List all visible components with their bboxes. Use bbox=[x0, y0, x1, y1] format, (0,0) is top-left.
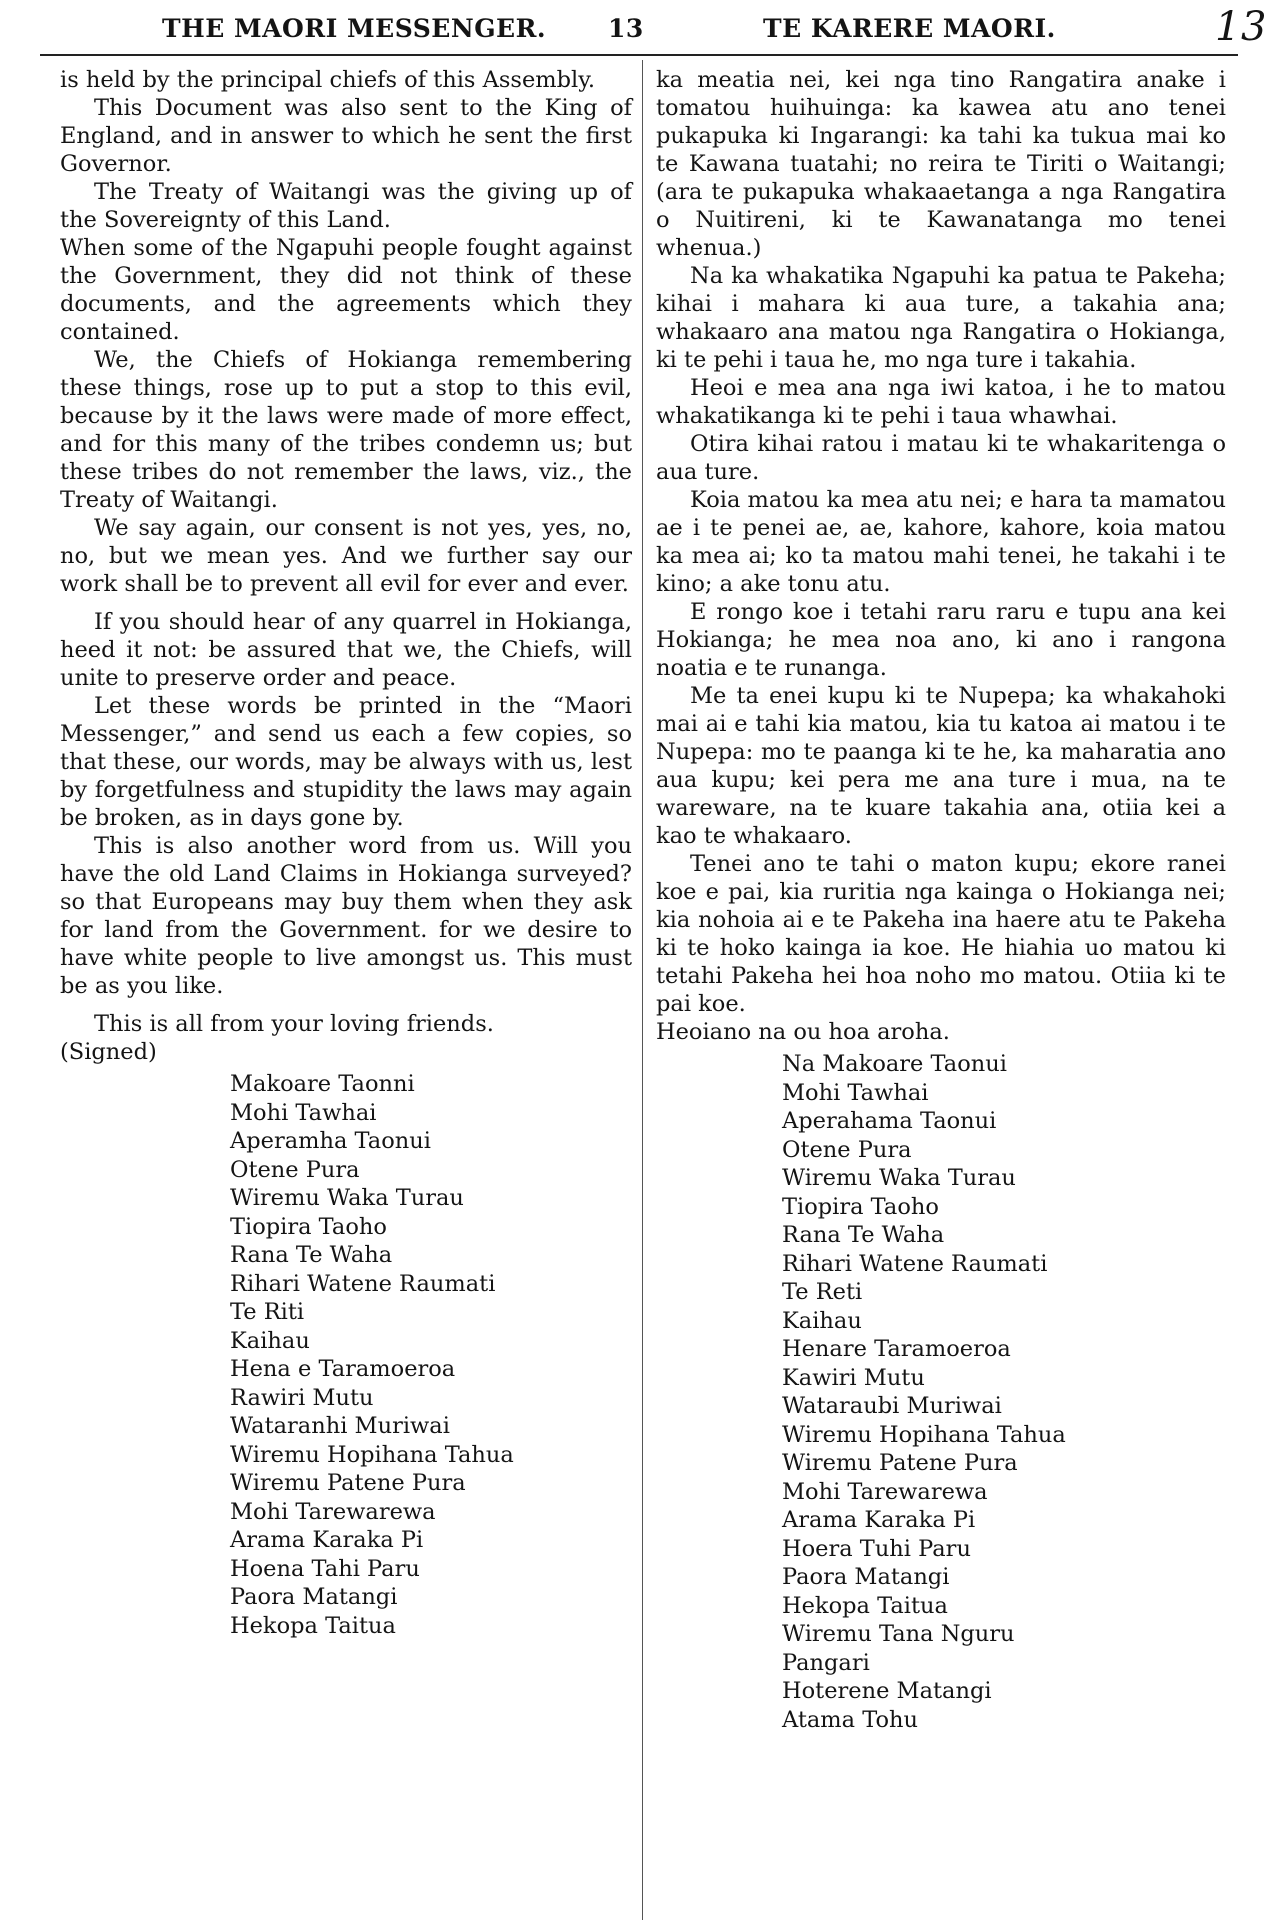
signature: Henare Taramoeroa bbox=[782, 1336, 1011, 1362]
paragraph: This is also another word from us. Will you have the old Land Claims in Hokianga surveyed? so that Europeans may buy them when they ask for land from the Government. for we desire to have white people to live amongst us. This must be as you like. bbox=[60, 833, 632, 999]
paragraph: The Treaty of Waitangi was the giving up of the Sovereignty of this Land. bbox=[60, 179, 632, 233]
column-divider bbox=[642, 60, 643, 1920]
signature: Tiopira Taoho bbox=[782, 1193, 939, 1220]
signature: Hoterene Matangi bbox=[782, 1678, 992, 1704]
signature: Wiremu Hopihana Tahua bbox=[230, 1441, 514, 1468]
page-header bbox=[0, 4, 1280, 48]
closing-line: Heoiano na ou hoa aroha. bbox=[656, 1019, 950, 1045]
signature: Te Reti bbox=[782, 1279, 863, 1305]
signature: Wiremu Patene Pura bbox=[230, 1470, 466, 1496]
paragraph: Me ta enei kupu ki te Nupepa; ka whakahoki mai ai e tahi kia matou, kia tu katoa ai matou i te Nupepa: mo te paanga ki te he, ka maharatia ano aua kupu; kei pera me ana ture i mua, na te wareware, na te kuare takahia ana, otiia kei a kao te whakaaro. bbox=[656, 683, 1226, 849]
signature: Paora Matangi bbox=[230, 1584, 398, 1610]
signature: Wataraubi Muriwai bbox=[782, 1393, 1002, 1419]
signature: Pangari bbox=[782, 1649, 870, 1676]
maori-signature-list bbox=[656, 1050, 1226, 1734]
signature: Otene Pura bbox=[230, 1156, 360, 1183]
paragraph: Let these words be printed in the “Maori Messenger,” and send us each a few copies, so that these, our words, may be always with us, lest by forgetfulness and stupidity the laws may again be broken, as in days gone by. bbox=[60, 693, 632, 831]
signature: Rana Te Waha bbox=[230, 1242, 393, 1268]
paragraph: When some of the Ngapuhi people fought against the Government, they did not think of these documents, and the agreements which they contained. bbox=[60, 235, 632, 345]
signature: Wiremu Waka Turau bbox=[230, 1185, 464, 1211]
signature: Atama Tohu bbox=[782, 1706, 918, 1733]
signature: Hoera Tuhi Paru bbox=[782, 1535, 971, 1562]
signature: Arama Karaka Pi bbox=[230, 1527, 424, 1553]
signature: Hekopa Taitua bbox=[230, 1612, 396, 1639]
paragraph: We, the Chiefs of Hokianga remembering these things, rose up to put a stop to this evil, because by it the laws were made of more effect, and for this many of the tribes condemn us; but these tribes do not remember the laws, viz., the Treaty of Waitangi. bbox=[60, 347, 632, 513]
signature: Wiremu Waka Turau bbox=[782, 1165, 1016, 1191]
signature: Rawiri Mutu bbox=[230, 1384, 374, 1411]
signature: Mohi Tawhai bbox=[782, 1079, 929, 1106]
signature: Wataranhi Muriwai bbox=[230, 1413, 450, 1439]
english-masthead: THE MAORI MESSENGER. bbox=[162, 14, 547, 43]
signature: Kaihau bbox=[782, 1307, 862, 1334]
signature: Kaihau bbox=[230, 1327, 310, 1354]
signature: Makoare Taonni bbox=[230, 1071, 415, 1097]
paragraph: is held by the principal chiefs of this Assembly. bbox=[60, 67, 596, 93]
signature: Paora Matangi bbox=[782, 1564, 950, 1590]
paragraph: Tenei ano te tahi o maton kupu; ekore ranei koe e pai, kia ruritia nga kainga o Hokianga nei; kia nohoia ai e te Pakeha ina haere atu te Pakeha ki te hoko kainga ia koe. He hiahia uo matou ki tetahi Pakeha hei hoa noho mo matou. Otiia ki te pai koe. bbox=[656, 851, 1226, 1017]
paragraph: Otira kihai ratou i matau ki te whakaritenga o aua ture. bbox=[656, 431, 1226, 485]
paragraph: We say again, our consent is not yes, yes, no, no, but we mean yes. And we further say our work shall be to prevent all evil for ever and ever. bbox=[60, 515, 632, 597]
signature: Wiremu Hopihana Tahua bbox=[782, 1421, 1066, 1448]
signature: Wiremu Tana Nguru bbox=[782, 1621, 1015, 1647]
signature: Rihari Watene Raumati bbox=[782, 1250, 1048, 1277]
maori-masthead: TE KARERE MAORI. bbox=[763, 14, 1056, 43]
paragraph: ka meatia nei, kei nga tino Rangatira anake i tomatou huihuinga: ka kawea atu ano tenei pukapuka ki Ingarangi: ka tahi ka tukua mai ko te Kawana tuatahi; no reira te Tiriti o Waitangi; (ara te pukapuka whakaaetanga a nga Rangatira o Nuitireni, ki te Kawanatanga mo tenei whenua.) bbox=[656, 67, 1226, 261]
signature: Rana Te Waha bbox=[782, 1222, 945, 1248]
signature: Hena e Taramoeroa bbox=[230, 1356, 456, 1382]
paragraph: Koia matou ka mea atu nei; e hara ta mamatou ae i te penei ae, ae, kahore, kahore, koia matou ka mea ai; ko ta matou mahi tenei, he takahi i te kino; a ake tonu atu. bbox=[656, 487, 1226, 597]
signature: Kawiri Mutu bbox=[782, 1364, 925, 1391]
signature: Aperahama Taonui bbox=[782, 1108, 997, 1134]
paragraph: If you should hear of any quarrel in Hokianga, heed it not: be assured that we, the Chiefs, will unite to preserve order and peace. bbox=[60, 609, 632, 691]
english-signature-list bbox=[60, 1070, 632, 1640]
signature: Na Makoare Taonui bbox=[782, 1051, 1007, 1077]
signed-label: (Signed) bbox=[60, 1039, 157, 1065]
paragraph: E rongo koe i tetahi raru raru e tupu ana kei Hokianga; he mea noa ano, ki ano i rangona noatia e te runanga. bbox=[656, 599, 1226, 681]
signature: Arama Karaka Pi bbox=[782, 1507, 976, 1533]
signature: Aperamha Taonui bbox=[230, 1128, 431, 1154]
paragraph: Na ka whakatika Ngapuhi ka patua te Pakeha; kihai i mahara ki aua ture, a takahia ana; whakaaro ana matou nga Rangatira o Hokianga, ki te pehi i taua he, mo nga ture i takahia. bbox=[656, 263, 1226, 373]
signature: Hoena Tahi Paru bbox=[230, 1555, 420, 1582]
signature: Otene Pura bbox=[782, 1136, 912, 1163]
signature: Wiremu Patene Pura bbox=[782, 1450, 1018, 1476]
signature: Mohi Tawhai bbox=[230, 1099, 377, 1126]
signature: Te Riti bbox=[230, 1299, 305, 1325]
maori-column bbox=[656, 66, 1226, 1734]
signature: Mohi Tarewarewa bbox=[230, 1498, 436, 1525]
header-rule bbox=[40, 54, 1238, 56]
page-number: 13 bbox=[608, 14, 644, 43]
signature: Tiopira Taoho bbox=[230, 1213, 387, 1240]
english-column bbox=[60, 66, 632, 1640]
paragraph: This is all from your loving friends. bbox=[94, 1011, 494, 1037]
paragraph: Heoi e mea ana nga iwi katoa, i he to matou whakatikanga ki te pehi i taua whawhai. bbox=[656, 375, 1226, 429]
signature: Hekopa Taitua bbox=[782, 1592, 948, 1619]
paragraph: This Document was also sent to the King of England, and in answer to which he sent the first Governor. bbox=[60, 95, 632, 177]
signature: Mohi Tarewarewa bbox=[782, 1478, 988, 1505]
signature: Rihari Watene Raumati bbox=[230, 1270, 496, 1297]
handwritten-page-number: 13 bbox=[1215, 4, 1267, 50]
